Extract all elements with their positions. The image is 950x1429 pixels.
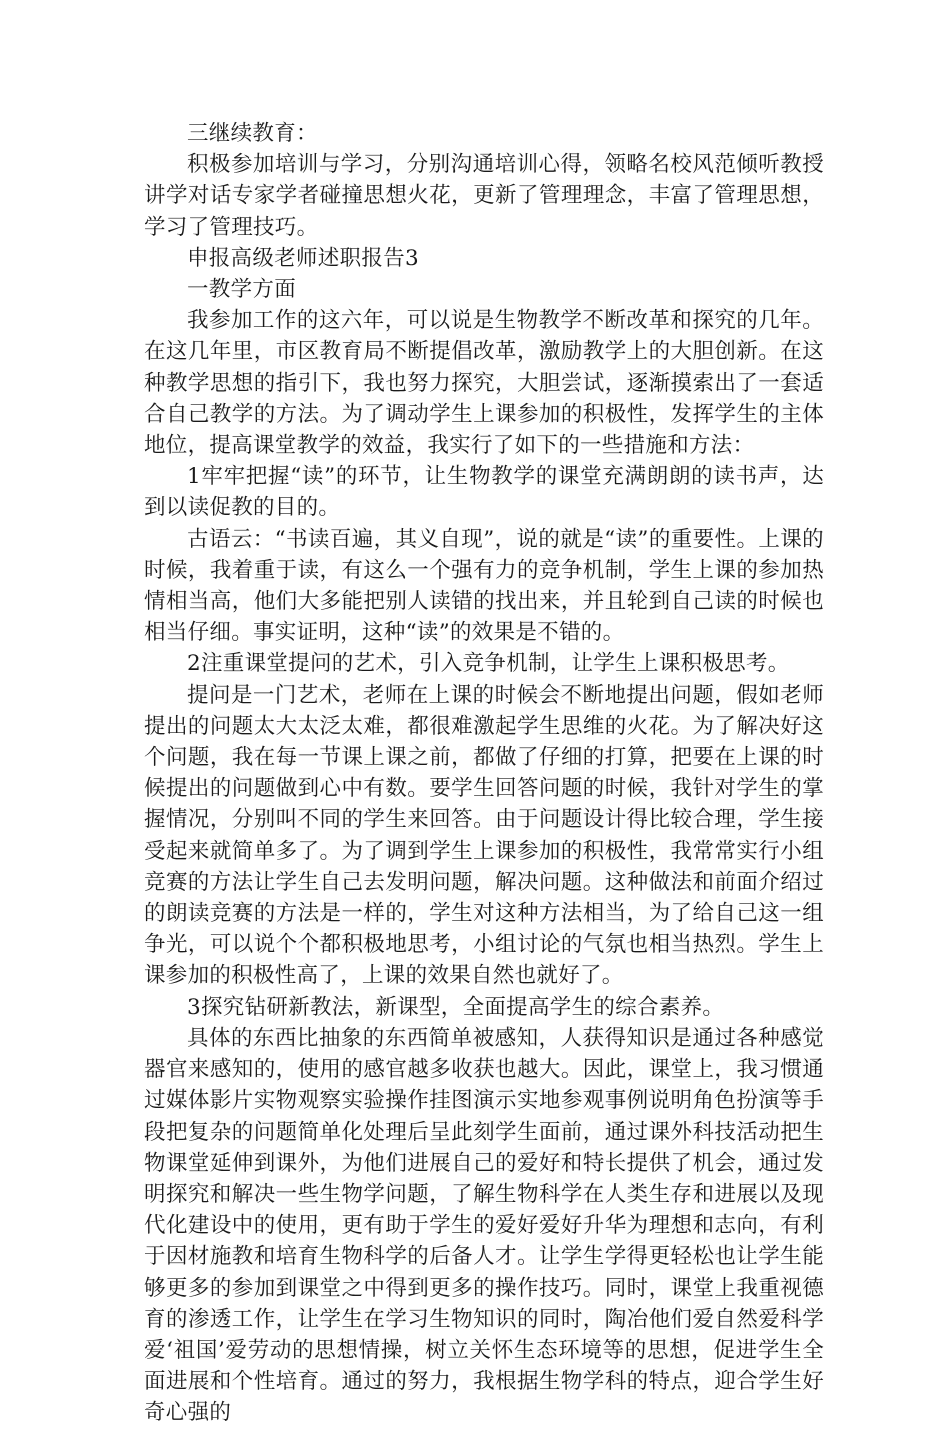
section-heading-teaching: 一教学方面 [187,277,297,303]
body-paragraph: 提问是一门艺术，老师在上课的时候会不断地提出问题，假如老师提出的问题太大太泛太难，都很难激起学生思维的火花。为了解决好这个问题，我在每一节课上课之前，都做了仔细的打算，把要在上课的时候提出的问题做到心中有数。要学生回答问题的时候，我针对学生的掌握情况，分别叫不同的学生来回答。由于问题设计得比较合理，学生接受起来就简单多了。为了调到学生上课参加的积极性，我常常实行小组竞赛的方法让学生自己去发明问题，解决问题。这种做法和前面介绍过的朗读竞赛的方法是一样的，学生对这种方法相当，为了给自己这一组争光，可以说个个都积极地思考，小组讨论的气氛也相当热烈。学生上课参加的积极性高了，上课的效果自然也就好了。 [144,682,824,989]
report-title: 申报高级老师述职报告3 [187,245,419,271]
subsection-heading-reading: 1牢牢把握“读”的环节，让生物教学的课堂充满朗朗的读书声，达到以读促教的目的。 [144,464,824,521]
subsection-heading-new-methods: 3探究钻研新教法，新课型，全面提高学生的综合素养。 [187,994,725,1020]
subsection-heading-questioning: 2注重课堂提问的艺术，引入竞争机制，让学生上课积极思考。 [187,651,790,677]
body-paragraph: 古语云：“书读百遍，其义自现”，说的就是“读”的重要性。上课的时候，我着重于读，有这么一个强有力的竞争机制，学生上课的参加热情相当高，他们大多能把别人读错的找出来，并且轮到自己读的时候也相当仔细。事实证明，这种“读”的效果是不错的。 [144,526,824,646]
document-page [144,118,824,1429]
section-heading-continuing-education: 三继续教育： [187,121,318,146]
body-paragraph: 积极参加培训与学习，分别沟通培训心得，领略名校风范倾听教授讲学对话专家学者碰撞思想火花，更新了管理理念，丰富了管理思想，学习了管理技巧。 [144,152,824,240]
body-paragraph: 我参加工作的这六年，可以说是生物教学不断改革和探究的几年。在这几年里，市区教育局不断提倡改革，激励教学上的大胆创新。在这种教学思想的指引下，我也努力探究，大胆尝试，逐渐摸索出了一套适合自己教学的方法。为了调动学生上课参加的积极性，发挥学生的主体地位，提高课堂教学的效益，我实行了如下的一些措施和方法： [144,308,824,459]
body-paragraph: 具体的东西比抽象的东西简单被感知，人获得知识是通过各种感觉器官来感知的，使用的感官越多收获也越大。因此，课堂上，我习惯通过媒体影片实物观察实验操作挂图演示实地参观事例说明角色扮演等手段把复杂的问题简单化处理后呈此刻学生面前，通过课外科技活动把生物课堂延伸到课外，为他们进展自己的爱好和特长提供了机会，通过发明探究和解决一些生物学问题，了解生物科学在人类生存和进展以及现代化建设中的使用，更有助于学生的爱好爱好升华为理想和志向，有利于因材施教和培育生物科学的后备人才。让学生学得更轻松也让学生能够更多的参加到课堂之中得到更多的操作技巧。同时，课堂上我重视德育的渗透工作，让学生在学习生物知识的同时，陶冶他们爱自然爱科学爱‘祖国’爱劳动的思想情操，树立关怀生态环境等的思想，促进学生全面进展和个性培育。通过的努力，我根据生物学科的特点，迎合学生好奇心强的 [144,1025,824,1426]
